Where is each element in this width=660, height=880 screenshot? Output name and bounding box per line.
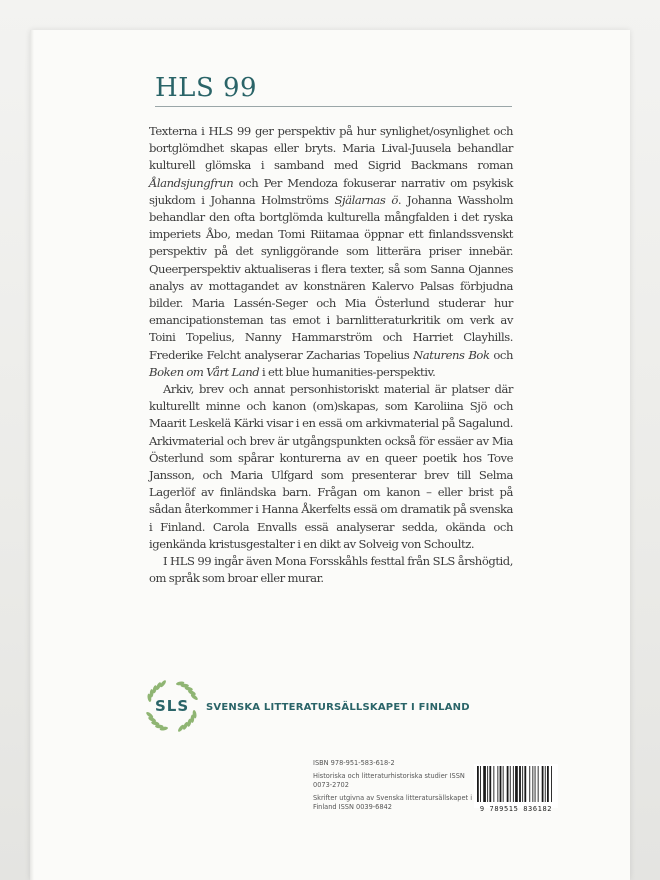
barcode-bar <box>538 766 539 802</box>
cover-spine-edge <box>30 30 34 880</box>
barcode-bar <box>522 766 523 802</box>
barcode <box>474 764 558 808</box>
barcode-bar <box>497 766 498 802</box>
blurb-paragraph <box>149 123 513 381</box>
italic-title: Ålandsjungfrun <box>149 175 234 190</box>
text-run: Texterna i HLS 99 ger perspektiv på hur synlighet/osynlighet och bortglömdhet skapas eller bryts. Maria Lival-Juusela behandlar kulturell glömska i samband med Sigrid Backmans roman <box>149 124 513 173</box>
series-issn-1: Historiska och litteraturhistoriska studier ISSN 0073-2702 <box>313 772 465 789</box>
italic-title: Själarnas ö <box>334 192 398 207</box>
text-run: . Johanna Wassholm behandlar den ofta bortglömda kulturella mångfalden i det ryska imperiets Åbo, medan Tomi Riitamaa öppnar ett finlandssvenskt perspektiv på det synliggörande som litterära priser innebär. Queerperspektiv aktualiseras i flera texter, så som Sanna Ojannes analys av mottagandet av konstnären Kalervo Palsas förbjudna bilder. Maria Lassén-Seger och Mia Österlund studerar hur emancipationsteman tas emot i barnlitteraturkritik om verk av Toini Topelius, Nanny Hammarström och Harriet Clayhills. Frederike Felcht analyserar Zacharias Topelius <box>149 192 513 362</box>
imprint-block <box>313 759 473 816</box>
blurb-paragraph <box>149 553 513 587</box>
text-run: I HLS 99 ingår även Mona Forsskåhls festtal från SLS årshögtid, om språk som broar eller murar. <box>149 554 513 586</box>
barcode-bar <box>487 766 488 802</box>
barcode-bar <box>529 766 530 802</box>
blurb-paragraph <box>149 381 513 553</box>
barcode-bar <box>483 766 486 802</box>
barcode-bar <box>515 766 518 802</box>
isbn-text: ISBN 978-951-583-618-2 <box>313 759 395 767</box>
barcode-bar <box>532 766 533 802</box>
sls-logo-abbr: SLS <box>155 697 190 715</box>
blurb-text <box>149 123 513 587</box>
barcode-bar <box>480 766 481 802</box>
barcode-bar <box>503 766 504 802</box>
book-title: HLS 99 <box>155 73 258 103</box>
italic-title: Boken om Vårt Land <box>149 364 260 379</box>
barcode-bar <box>519 766 521 802</box>
barcode-bar <box>507 766 509 802</box>
text-run: och <box>489 347 513 362</box>
text-run: i ett blue humanities-perspektiv. <box>259 364 436 379</box>
barcode-bar <box>545 766 546 802</box>
barcode-bar <box>551 766 552 802</box>
barcode-bar <box>493 766 494 802</box>
italic-title: Naturens Bok <box>413 347 490 362</box>
barcode-bar <box>524 766 526 802</box>
text-run: och Per Mendoza fokuserar narrativ om psykisk sjukdom i Johanna Holmströms <box>149 175 513 207</box>
barcode-number: 9 789515 836182 <box>479 805 553 813</box>
barcode-bar <box>547 766 549 802</box>
barcode-bar <box>513 766 514 802</box>
series-issn-2: Skrifter utgivna av Svenska litteratursällskapet i Finland ISSN 0039-6842 <box>313 794 473 811</box>
barcode-bar <box>489 766 491 802</box>
barcode-bar <box>477 766 479 802</box>
text-run: Arkiv, brev och annat personhistoriskt material är platser där kulturellt minne och kanon (om)skapas, som Karoliina Sjö och Maarit Leskelä Kärki visar i en essä om arkivmaterial på Sagalund. Arkivmaterial och brev är utgångspunkten också för essäer av Mia Österlund som spårar konturerna av en queer poetik hos Tove Jansson, och Maria Ulfgard som presenterar brev till Selma Lagerlöf av finländska barn. Frågan om kanon – eller brist på sådan återkommer i Hanna Åkerfelts essä om dramatik på svenska i Finland. Carola Envalls essä analyserar sedda, okända och igenkända kristusgestalter i en dikt av Solveig von Schoultz. <box>149 382 513 551</box>
barcode-bar <box>510 766 511 802</box>
title-rule <box>155 106 512 107</box>
barcode-bar <box>542 766 544 802</box>
barcode-bar <box>535 766 536 802</box>
barcode-bars <box>474 764 558 804</box>
publisher-name: SVENSKA LITTERATURSÄLLSKAPET I FINLAND <box>206 702 470 713</box>
barcode-bar <box>500 766 502 802</box>
